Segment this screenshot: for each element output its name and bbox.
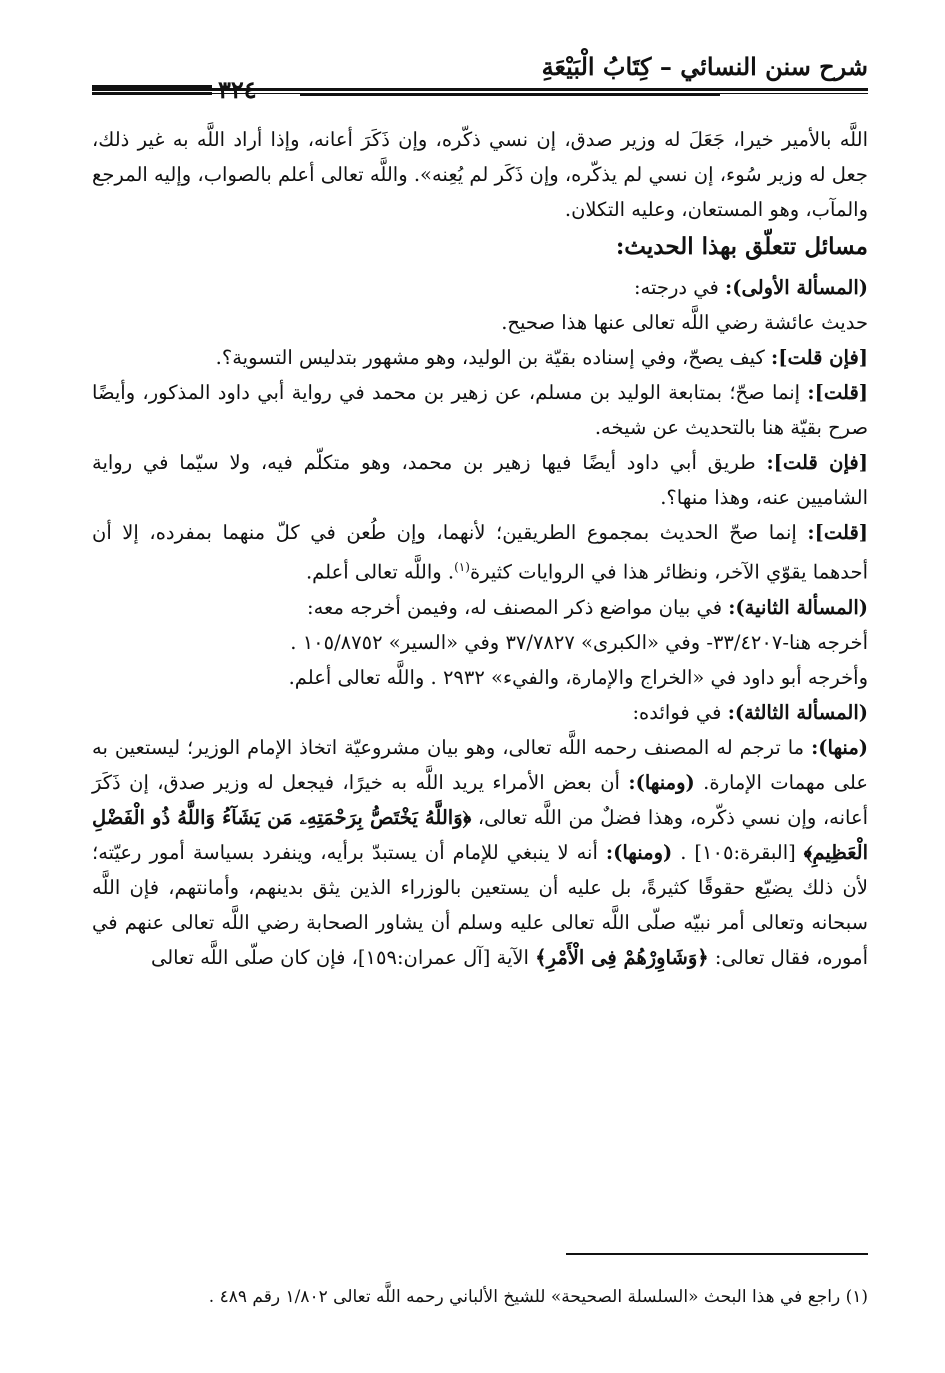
qa-4-tail: . واللَّه تعالى أعلم. xyxy=(305,560,455,584)
qa-3 xyxy=(92,445,868,515)
issue-2-label: (المسألة الثانية): xyxy=(728,595,868,619)
qa-2-label: [قلت]: xyxy=(807,381,868,404)
qa-1-label: [فإن قلت]: xyxy=(771,346,868,369)
page-number-ornament-left xyxy=(92,85,212,99)
issue-2-line-2: وأخرجه أبو داود في «الخراج والإمارة، والفيء» ٢٩٣٢ . واللَّه تعالى أعلم. xyxy=(288,665,868,689)
qa-4-label: [قلت]: xyxy=(807,521,868,544)
issue-1-heading xyxy=(92,270,868,305)
qa-1-text: كيف يصحّ، وفي إسناده بقيّة بن الوليد، وهو مشهور بتدليس التسوية؟. xyxy=(215,346,765,369)
section-heading: مسائل تتعلّق بهذا الحديث: xyxy=(615,233,868,260)
benefit-3-label: (ومنها): xyxy=(605,840,673,864)
benefit-3-text: أنه لا ينبغي للإمام أن يستبدّ برأيه، وينفرد بسياسة أمور رعيّته؛ لأن ذلك يضيّع حقوقًا كثيرةً، بل عليه أن يستعين بالوزراء الذين يثق بدينهم، وأمانتهم، فإن اللَّه سبحانه وتعالى أمر نبيّه صلّى اللَّه تعالى عليه وسلم أن يشاور الصحابة رضي اللَّه تعالى عنهم في أموره، فقال تعالى: xyxy=(92,840,868,969)
footnote: (١) راجع في هذا البحث «السلسلة الصحيحة» للشيخ الألباني رحمه اللَّه تعالى ١/٨٠٢ رقم ٤٨٩ . xyxy=(208,1287,868,1307)
page-number: ٣٢٤ xyxy=(218,75,257,104)
quran-verse-1: ﴿وَاللَّهُ يَخْتَصُّ بِرَحْمَتِهِۦ مَن يَشَآءُ وَاللَّهُ ذُو الْفَضْلِ الْعَظِيمِ﴾ xyxy=(92,805,868,864)
issue-1-body: حديث عائشة رضي اللَّه تعالى عنها هذا صحيح. xyxy=(501,311,868,334)
quran-verse-2: ﴿وَشَاوِرْهُمْ فِى الْأَمْرِ﴾ xyxy=(535,945,709,969)
benefit-2-label: (ومنها): xyxy=(628,770,695,794)
benefits-paragraph xyxy=(92,730,868,975)
running-header xyxy=(92,52,868,110)
page-number-ornament-right xyxy=(300,88,720,100)
qa-4-text: إنما صحّ الحديث بمجموع الطريقين؛ لأنهما، وإن طُعن في كلّ منهما بمفرده، إلا أن أحدهما يقوّي الآخر، ونظائر هذا في الروايات كثيرة xyxy=(92,521,868,584)
issue-2-heading xyxy=(92,590,868,625)
opening-paragraph: اللَّه بالأمير خيرا، جَعَلَ له وزير صدق، إن نسي ذكّره، وإن ذَكَرَ أعانه، وإذا أراد اللَّه به غير ذلك، جعل له وزير سُوء، إن نسي لم يذكّره، وإن ذَكَر لم يُعِنه». واللَّه تعالى أعلم بالصواب، وإليه المرجع والمآب، وهو المستعان، وعليه التكلان. xyxy=(92,128,868,221)
issue-1-text: في درجته: xyxy=(633,276,719,299)
header-title: شرح سنن النسائي – كِتَابُ الْبَيْعَةِ xyxy=(541,52,868,81)
issue-3-heading xyxy=(92,695,868,730)
qa-4 xyxy=(92,515,868,590)
benefit-2-text: أن بعض الأمراء يريد اللَّه به خيرًا، فيجعل له وزير صدق، إن ذَكَرَ أعانه، وإن نسي ذكّره، وهذا فضلٌ من اللَّه تعالى، xyxy=(92,770,869,829)
benefit-1-text: ما ترجم له المصنف رحمه اللَّه تعالى، وهو بيان مشروعيّة اتخاذ الإمام الوزير؛ ليستعين به على مهمات الإمارة. xyxy=(92,735,869,794)
qa-1 xyxy=(92,340,868,375)
qa-2-text: إنما صحّ؛ بمتابعة الوليد بن مسلم، عن زهير بن محمد في رواية أبي داود المذكور، وأيضًا صرح بقيّة هنا بالتحديث عن شيخه. xyxy=(92,381,868,439)
benefit-4-text: الآية [آل عمران:١٥٩]، فإن كان صلّى اللَّه تعالى xyxy=(150,945,529,969)
qa-3-text: طريق أبي داود أيضًا فيها زهير بن محمد، وهو متكلّم فيه، ولا سيّما في رواية الشاميين عنه، وهذا منها؟. xyxy=(92,451,868,509)
footnote-ref: (١) xyxy=(454,560,470,574)
qa-2 xyxy=(92,375,868,445)
qa-3-label: [فإن قلت]: xyxy=(766,451,868,474)
issue-1-label: (المسألة الأولى): xyxy=(725,276,868,299)
benefit-1-label: (منها): xyxy=(811,735,868,759)
quran-ref-1: [البقرة:١٠٥] . xyxy=(680,840,796,864)
issue-2-text: في بيان مواضع ذكر المصنف له، وفيمن أخرجه معه: xyxy=(307,595,723,619)
issue-3-label: (المسألة الثالثة): xyxy=(727,700,868,724)
body-text xyxy=(92,122,868,975)
issue-2-line-1: أخرجه هنا-٣٣/٤٢٠٧- وفي «الكبرى» ٣٧/٧٨٢٧ وفي «السير» ١٠٥/٨٧٥٢ . xyxy=(290,630,868,654)
footnote-separator xyxy=(566,1253,868,1255)
issue-3-text: في فوائده: xyxy=(632,700,722,724)
